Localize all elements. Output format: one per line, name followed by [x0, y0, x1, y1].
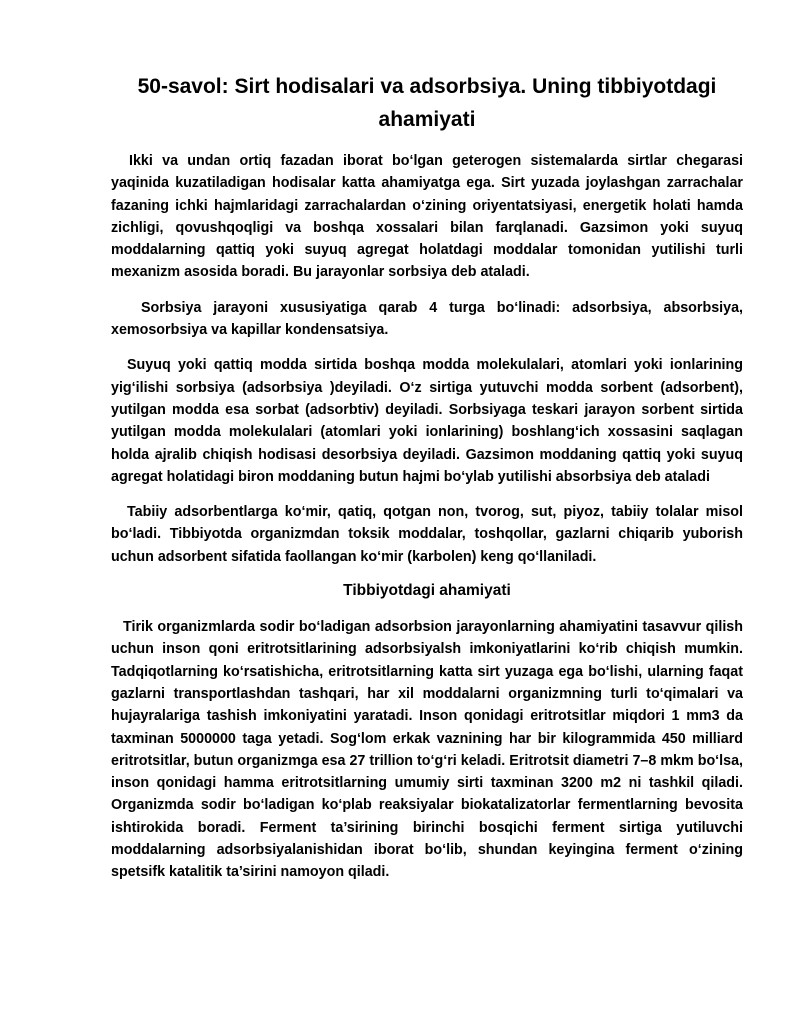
paragraph-adsorption-definition: Suyuq yoki qattiq modda sirtida boshqa modda molekulalari, atomlari yoki ionlarining yig‘ilishi sorbsiya (adsorbsiya )deyiladi. O‘z sirtiga yutuvchi modda sorbent (adsorbent), yutilgan modda esa sorbat (adsorbtiv) deyiladi. Sorbsiyaga teskari jarayon sorbent sirtida yutilgan modda molekulalari (atomlari yoki ionlarining) boshlang‘ich xossasini saqlagan holda ajralib chiqish hodisasi desorbsiya deyiladi. Gazsimon moddaning qattiq yoki suyuq agregat holatidagi biron moddaning butun hajmi bo‘ylab yutilishi absorbsiya deb ataladi — [111, 357, 743, 485]
paragraph-sorption-types: Sorbsiya jarayoni xususiyatiga qarab 4 turga bo‘linadi: adsorbsiya, absorbsiya, xemosorbsiya va kapillar kondensatsiya. — [111, 299, 743, 339]
document-page — [111, 70, 743, 884]
paragraph-medical-significance: Tirik organizmlarda sodir bo‘ladigan adsorbsion jarayonlarning ahamiyatini tasavvur qilish uchun inson qoni eritrotsitlarining adsorbsiyalsh imkoniyatlarini ko‘rib chiqish mumkin. Tadqiqotlarning ko‘rsatishicha, eritrotsitlarning katta sirt yuzaga ega bo‘lishi, ularning faqat gazlarni transportlashdan tashqari, har xil moddalarni organizmning turli to‘qimalari va hujayralariga tashish imkoniyatini yaratadi. Inson qonidagi eritrotsitlar miqdori 1 mm3 da taxminan 5000000 taga yetadi. Sog‘lom erkak vaznining har bir kilogrammida 450 milliard eritrotsitlar, butun organizmga esa 27 trillion to‘g‘ri keladi. Eritrotsit diametri 7–8 mkm bo‘lsa, inson qonidagi hamma eritrotsitlarning umumiy sirti taxminan 3200 m2 ni tashkil qiladi. Organizmda sodir bo‘ladigan ko‘plab reaksiyalar biokatalizatorlar fermentlarning bevosita ishtirokida boradi. Ferment ta’sirining birinchi bosqichi ferment sirtiga yutiluvchi moddalarning adsorbsiyalanishidan iborat bo‘lib, shundan keyingina ferment o‘zining spetsifk katalitik ta’sirini namoyon qiladi. — [111, 619, 743, 881]
page-title: 50-savol: Sirt hodisalari va adsorbsiya. Uning tibbiyotdagi ahamiyati — [137, 75, 717, 131]
section-heading: Tibbiyotdagi ahamiyati — [343, 582, 511, 600]
paragraph-natural-adsorbents: Tabiiy adsorbentlarga ko‘mir, qatiq, qotgan non, tvorog, sut, piyoz, tabiiy tolalar misol bo‘ladi. Tibbiyotda organizmdan toksik moddalar, toshqollar, gazlarni chiqarib yuborish uchun adsorbent sifatida faollangan ko‘mir (karbolen) keng qo‘llaniladi. — [111, 504, 743, 565]
paragraph-intro: Ikki va undan ortiq fazadan iborat bo‘lgan geterogen sistemalarda sirtlar chegarasi yaqinida kuzatiladigan hodisalar katta ahamiyatga ega. Sirt yuzada joylashgan zarrachalar fazaning ichki hajmlaridagi zarrachalardan o‘zining oriyentatsiyasi, energetik holati hamda zichligi, qovushqoqligi va boshqa xossalari bilan farqlanadi. Gazsimon yoki suyuq moddalarning qattiq yoki suyuq agregat holatdagi moddalar tomonidan yutilishi turli mexanizm asosida boradi. Bu jarayonlar sorbsiya deb ataladi. — [111, 153, 743, 281]
